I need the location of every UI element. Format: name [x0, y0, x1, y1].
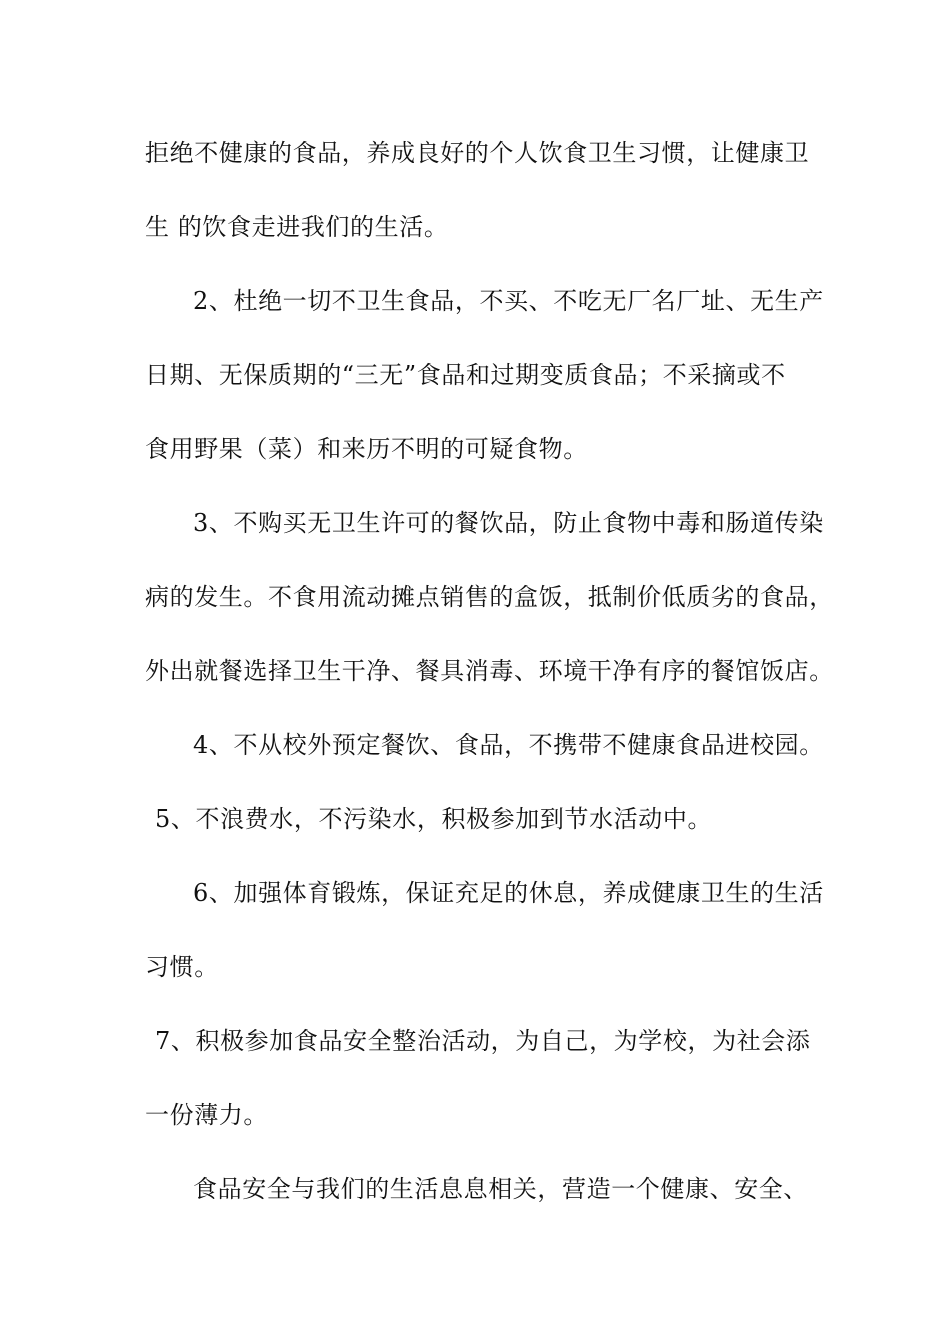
text-line: 4、不从校外预定餐饮、食品，不携带不健康食品进校园。: [193, 731, 824, 759]
text-line: 外出就餐选择卫生干净、餐具消毒、环境干净有序的餐馆饭店。: [145, 657, 834, 685]
text-line: 拒绝不健康的食品，养成良好的个人饮食卫生习惯，让健康卫: [145, 139, 810, 167]
text-line: 生 的饮食走进我们的生活。: [145, 213, 449, 241]
document-body: [145, 122, 835, 1232]
text-line: 习惯。: [145, 953, 219, 981]
text-line: 5、不浪费水，不污染水，积极参加到节水活动中。: [155, 805, 713, 833]
text-line: 7、积极参加食品安全整治活动，为自己，为学校，为社会添: [155, 1027, 811, 1055]
text-line: 2、杜绝一切不卫生食品，不买、不吃无厂名厂址、无生产: [193, 287, 824, 315]
text-line: 病的发生。不食用流动摊点销售的盒饭，抵制价低质劣的食品，: [145, 583, 834, 611]
text-line: 日期、无保质期的“三无”食品和过期变质食品；不采摘或不: [145, 361, 786, 389]
text-line: 食用野果（菜）和来历不明的可疑食物。: [145, 435, 588, 463]
text-line: 食品安全与我们的生活息息相关，营造一个健康、安全、: [193, 1175, 808, 1203]
text-line: 6、加强体育锻炼，保证充足的休息，养成健康卫生的生活: [193, 879, 824, 907]
text-line: 一份薄力。: [145, 1101, 268, 1129]
text-line: 3、不购买无卫生许可的餐饮品，防止食物中毒和肠道传染: [193, 509, 824, 537]
